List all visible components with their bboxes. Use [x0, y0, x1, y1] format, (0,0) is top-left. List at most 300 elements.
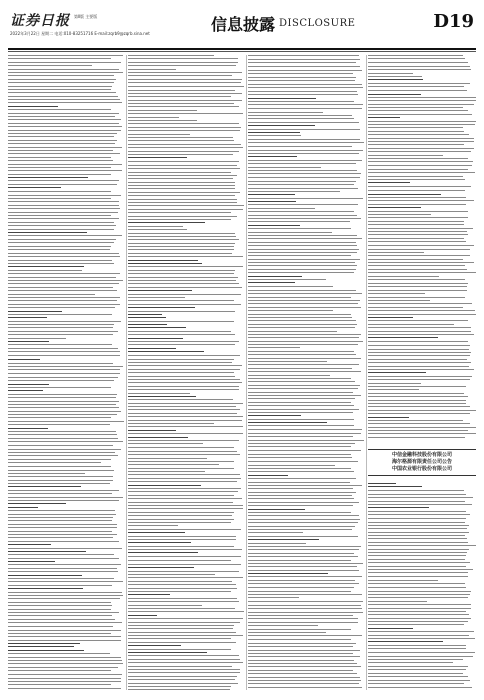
text-line — [248, 142, 364, 143]
text-line — [368, 169, 468, 170]
text-line — [368, 680, 470, 681]
text-line — [128, 297, 185, 298]
text-line — [248, 556, 358, 557]
text-line — [8, 277, 116, 278]
text-line — [8, 414, 117, 415]
text-line — [248, 471, 354, 472]
text-line — [8, 208, 120, 209]
text-line — [248, 282, 295, 283]
text-line — [368, 182, 410, 183]
text-line — [128, 117, 179, 118]
text-line — [8, 344, 112, 345]
text-line — [368, 662, 453, 663]
column-4-lower-text — [368, 483, 476, 690]
text-line — [248, 341, 363, 342]
text-line — [368, 403, 466, 404]
text-line — [128, 485, 201, 486]
text-line — [8, 602, 111, 603]
text-line — [368, 134, 469, 135]
text-line — [8, 348, 118, 349]
text-line — [248, 173, 361, 174]
text-line — [248, 402, 351, 403]
text-line — [368, 204, 466, 205]
text-line — [128, 645, 181, 646]
text-line — [368, 151, 471, 152]
text-line — [248, 272, 354, 273]
text-line — [8, 394, 117, 395]
text-line — [248, 55, 359, 56]
text-line — [128, 134, 190, 135]
text-line — [8, 55, 123, 56]
text-line — [128, 372, 234, 373]
text-line — [248, 354, 356, 355]
text-line — [128, 175, 237, 176]
text-line — [248, 91, 357, 92]
text-line — [248, 242, 356, 243]
text-line — [368, 55, 463, 56]
text-line — [368, 372, 426, 373]
text-line — [8, 338, 66, 339]
text-line — [128, 199, 237, 200]
text-line — [368, 165, 472, 166]
text-line — [8, 473, 85, 474]
text-line — [8, 517, 113, 518]
text-line — [128, 601, 239, 602]
text-line — [128, 512, 234, 513]
text-line — [128, 202, 237, 203]
text-line — [128, 625, 234, 626]
text-line — [368, 337, 438, 338]
text-line — [248, 163, 356, 164]
text-line — [8, 119, 121, 120]
text-line — [368, 645, 466, 646]
text-line — [8, 229, 114, 230]
column-divider — [366, 55, 367, 690]
text-line — [8, 324, 114, 325]
text-line — [368, 559, 465, 560]
text-line — [128, 216, 237, 217]
text-line — [368, 638, 475, 639]
text-line — [128, 635, 243, 636]
text-line — [248, 118, 354, 119]
text-line — [248, 262, 355, 263]
text-line — [128, 110, 197, 111]
text-line — [248, 324, 357, 325]
text-line — [368, 245, 474, 246]
text-line — [368, 580, 438, 581]
text-line — [368, 549, 469, 550]
text-line — [128, 515, 232, 516]
text-line — [368, 494, 466, 495]
text-line — [128, 266, 243, 267]
text-line — [248, 290, 356, 291]
text-line — [128, 205, 244, 206]
text-line — [248, 98, 316, 99]
text-line — [248, 422, 327, 423]
text-line — [128, 440, 239, 441]
text-line — [128, 498, 242, 499]
text-line — [368, 562, 470, 563]
text-line — [368, 376, 472, 377]
text-line — [368, 104, 474, 105]
text-line — [8, 407, 119, 408]
text-line — [368, 62, 468, 63]
text-line — [248, 446, 351, 447]
text-line — [248, 629, 351, 630]
text-line — [8, 195, 121, 196]
text-line — [368, 501, 465, 502]
text-line — [128, 430, 176, 431]
text-line — [8, 341, 49, 342]
text-line — [8, 126, 122, 127]
text-line — [128, 192, 240, 193]
text-line — [128, 62, 238, 63]
text-line — [368, 148, 474, 149]
text-line — [8, 462, 101, 463]
text-line — [128, 389, 239, 390]
text-line — [368, 259, 463, 260]
text-line — [368, 161, 473, 162]
text-line — [368, 200, 474, 201]
text-line — [8, 351, 120, 352]
text-line — [368, 572, 468, 573]
text-line — [128, 212, 231, 213]
text-line — [248, 167, 321, 168]
text-line — [8, 684, 111, 685]
text-line — [248, 666, 361, 667]
notice-rule — [368, 475, 476, 476]
text-line — [128, 426, 243, 427]
text-line — [128, 168, 240, 169]
text-line — [248, 670, 353, 671]
text-line — [128, 307, 195, 308]
text-line — [248, 461, 358, 462]
text-line — [248, 546, 361, 547]
text-line — [368, 514, 470, 515]
text-line — [248, 211, 354, 212]
text-line — [128, 594, 170, 595]
text-line — [368, 172, 475, 173]
text-line — [248, 238, 362, 239]
text-line — [8, 123, 119, 124]
text-line — [368, 221, 464, 222]
text-line — [128, 474, 240, 475]
header-rule-thin — [8, 51, 476, 52]
text-line — [8, 198, 111, 199]
text-line — [248, 208, 315, 209]
text-line — [248, 409, 359, 410]
text-line — [128, 294, 241, 295]
text-line — [128, 140, 234, 141]
text-line — [128, 253, 232, 254]
text-line — [8, 79, 116, 80]
text-line — [368, 283, 468, 284]
text-line — [128, 324, 167, 325]
text-line — [128, 689, 230, 690]
text-line — [368, 179, 465, 180]
text-line — [368, 324, 454, 325]
text-line — [128, 642, 236, 643]
text-line — [368, 249, 470, 250]
header-rule — [8, 48, 476, 50]
text-line — [368, 297, 465, 298]
text-line — [8, 317, 47, 318]
text-line — [248, 515, 359, 516]
text-line — [8, 411, 121, 412]
text-line — [248, 601, 363, 602]
text-line — [248, 265, 357, 266]
text-line — [8, 537, 113, 538]
text-line — [368, 314, 476, 315]
text-line — [8, 581, 123, 582]
text-line — [8, 69, 119, 70]
text-line — [8, 558, 119, 559]
text-line — [8, 688, 121, 689]
text-line — [368, 241, 466, 242]
text-line — [248, 252, 357, 253]
text-line — [248, 398, 355, 399]
text-line — [128, 338, 183, 339]
text-line — [128, 280, 236, 281]
text-column-1 — [8, 55, 124, 690]
text-line — [368, 597, 468, 598]
text-line — [128, 618, 243, 619]
text-line — [128, 676, 237, 677]
text-line — [128, 327, 186, 328]
text-line — [248, 622, 358, 623]
text-line — [248, 279, 326, 280]
text-line — [128, 502, 233, 503]
text-line — [248, 70, 362, 71]
text-line — [128, 468, 234, 469]
text-line — [368, 362, 471, 363]
text-line — [8, 294, 95, 295]
text-line — [128, 351, 204, 352]
text-line — [128, 686, 231, 687]
text-line — [248, 73, 353, 74]
text-line — [368, 176, 463, 177]
text-line — [248, 135, 301, 136]
text-line — [128, 355, 240, 356]
text-line — [248, 87, 363, 88]
text-line — [8, 287, 113, 288]
text-line — [248, 347, 300, 348]
text-line — [248, 635, 362, 636]
text-line — [248, 683, 359, 684]
text-line — [368, 652, 475, 653]
text-line — [368, 618, 471, 619]
text-line — [368, 569, 473, 570]
text-line — [128, 471, 205, 472]
text-line — [368, 369, 474, 370]
text-line — [368, 659, 463, 660]
text-line — [248, 94, 358, 95]
announcement-company-1: 中信金融科技股份有限公司 — [391, 452, 452, 458]
text-line — [8, 626, 113, 627]
text-line — [8, 225, 116, 226]
text-line — [8, 260, 112, 261]
text-line — [8, 113, 119, 114]
text-line — [368, 214, 431, 215]
text-line — [128, 652, 207, 653]
text-line — [248, 522, 358, 523]
text-line — [248, 650, 360, 651]
page-number: D19 — [433, 11, 474, 32]
text-line — [368, 504, 472, 505]
text-line — [128, 382, 242, 383]
text-line — [368, 483, 396, 484]
text-line — [368, 669, 466, 670]
column-4-upper-text — [368, 55, 476, 438]
text-line — [128, 591, 231, 592]
text-line — [8, 455, 118, 456]
text-line — [8, 86, 112, 87]
text-line — [248, 201, 296, 202]
text-line — [8, 253, 119, 254]
text-line — [368, 687, 472, 688]
text-line — [248, 184, 354, 185]
text-line — [248, 80, 355, 81]
text-line — [248, 297, 351, 298]
text-line — [8, 300, 117, 301]
text-line — [248, 419, 354, 420]
text-line — [248, 580, 355, 581]
text-line — [368, 604, 471, 605]
text-line — [248, 303, 358, 304]
text-line — [248, 605, 361, 606]
text-line — [368, 621, 468, 622]
text-line — [8, 334, 113, 335]
text-line — [368, 341, 468, 342]
text-line — [128, 290, 192, 291]
text-line — [368, 673, 463, 674]
text-line — [368, 110, 468, 111]
text-line — [128, 546, 234, 547]
text-line — [128, 348, 176, 349]
text-line — [8, 531, 112, 532]
text-line — [128, 638, 231, 639]
text-line — [8, 369, 120, 370]
text-line — [248, 656, 360, 657]
text-line — [248, 104, 363, 105]
text-line — [248, 440, 364, 441]
text-line — [248, 388, 358, 389]
text-line — [248, 526, 355, 527]
text-line — [368, 437, 465, 438]
text-line — [8, 314, 112, 315]
text-line — [8, 657, 121, 658]
text-line — [128, 246, 234, 247]
text-line — [128, 144, 241, 145]
text-line — [128, 365, 242, 366]
text-line — [128, 151, 239, 152]
text-line — [8, 643, 80, 644]
text-line — [8, 147, 122, 148]
text-line — [368, 507, 429, 508]
text-line — [8, 554, 114, 555]
text-line — [248, 156, 297, 157]
text-line — [8, 674, 122, 675]
text-line — [8, 377, 118, 378]
text-line — [128, 233, 235, 234]
text-line — [128, 505, 243, 506]
text-line — [248, 160, 362, 161]
text-line — [8, 380, 114, 381]
text-line — [128, 157, 187, 158]
text-line — [368, 217, 468, 218]
text-line — [248, 519, 360, 520]
text-line — [368, 90, 467, 91]
text-line — [8, 541, 119, 542]
text-line — [8, 239, 116, 240]
text-line — [8, 575, 82, 576]
text-line — [8, 373, 120, 374]
text-line — [128, 120, 197, 121]
text-line — [368, 545, 476, 546]
text-line — [248, 563, 363, 564]
text-line — [248, 587, 354, 588]
text-line — [8, 592, 122, 593]
text-line — [368, 379, 470, 380]
text-line — [128, 666, 232, 667]
text-line — [128, 283, 239, 284]
column-divider — [126, 55, 127, 690]
text-line — [248, 361, 327, 362]
text-line — [128, 161, 239, 162]
text-line — [248, 612, 363, 613]
text-line — [8, 327, 113, 328]
text-line — [248, 371, 361, 372]
text-line — [368, 234, 468, 235]
text-line — [368, 290, 467, 291]
text-line — [8, 174, 111, 175]
text-line — [128, 100, 242, 101]
text-line — [128, 277, 238, 278]
text-line — [128, 458, 207, 459]
text-line — [248, 381, 355, 382]
text-line — [368, 211, 468, 212]
text-line — [248, 307, 361, 308]
text-line — [248, 327, 355, 328]
text-line — [128, 314, 162, 315]
text-line — [8, 235, 122, 236]
text-line — [128, 669, 240, 670]
text-line — [368, 252, 424, 253]
text-line — [128, 65, 236, 66]
text-line — [248, 597, 299, 598]
text-line — [248, 543, 306, 544]
text-line — [8, 157, 111, 158]
text-line — [248, 286, 333, 287]
text-line — [8, 75, 114, 76]
text-line — [368, 272, 476, 273]
text-line — [8, 653, 110, 654]
text-line — [128, 263, 202, 264]
text-line — [368, 532, 469, 533]
text-line — [8, 404, 116, 405]
masthead — [8, 8, 476, 48]
text-line — [128, 69, 176, 70]
text-line — [368, 635, 469, 636]
text-line — [128, 311, 235, 312]
text-line — [368, 518, 466, 519]
text-line — [8, 184, 117, 185]
text-line — [248, 320, 356, 321]
text-line — [128, 273, 234, 274]
text-line — [368, 420, 463, 421]
text-line — [128, 659, 240, 660]
text-line — [248, 454, 351, 455]
